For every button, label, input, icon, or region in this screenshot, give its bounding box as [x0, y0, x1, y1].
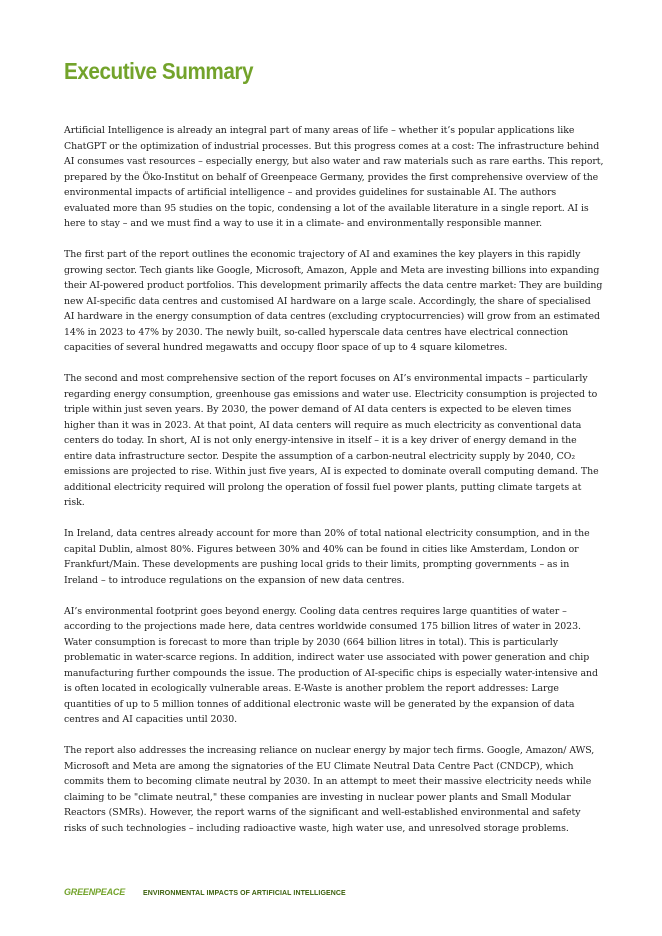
footer-report-title: ENVIRONMENTAL IMPACTS OF ARTIFICIAL INTELLIGENCE — [143, 887, 346, 897]
paragraph-environment: The second and most comprehensive section of the report focuses on AI’s environmental impacts – particularly regarding energy consumption, greenhouse gas emissions and water use. Electricity consumption is projected to triple within just seven years. By 2030, the power demand of AI data centers is expected to be eleven times higher than it was in 2023. At that point, AI data centers will require as much electricity as conventional data centers do today. In short, AI is not only energy-intensive in itself – it is a key driver of energy demand in the entire data infrastructure sector. Despite the assumption of a carbon-neutral electricity supply by 2040, CO₂ emissions are projected to rise. Within just five years, AI is expected to dominate overall computing demand. The additional electricity required will prolong the operation of fossil fuel power plants, putting climate targets at risk. — [64, 373, 599, 508]
paragraph-economy: The first part of the report outlines the economic trajectory of AI and examines the key players in this rapidly growing sector. Tech giants like Google, Microsoft, Amazon, Apple and Meta are investing billions into expanding their AI-powered product portfolios. This development primarily affects the data centre market: They are building new AI-specific data centres and customised AI hardware on a large scale. Accordingly, the share of specialised AI hardware in the energy consumption of data centres (excluding cryptocurrencies) will grow from an estimated 14% in 2023 to 47% by 2030. The newly built, so-called hyperscale data centres have electrical connection capacities of several hundred megawatts and occupy floor space of up to 4 square kilometres. — [64, 249, 603, 353]
paragraph-water: AI’s environmental footprint goes beyond energy. Cooling data centres requires large quantities of water – according to the projections made here, data centres worldwide consumed 175 billion litres of water in 2023. Water consumption is forecast to more than triple by 2030 (664 billion litres in total). This is particularly problematic in water-scarce regions. In addition, indirect water use associated with power generation and chip manufacturing further compounds the issue. The production of AI-specific chips is especially water-intensive and is often located in ecologically vulnerable areas. E-Waste is another problem the report addresses: Large quantities of up to 5 million tonnes of additional electronic waste will be generated by the expansion of data centres and AI capacities until 2030. — [64, 605, 598, 725]
summary-body — [64, 123, 604, 852]
page-footer — [64, 885, 363, 899]
paragraph-intro: Artificial Intelligence is already an integral part of many areas of life – whether it’s popular applications like ChatGPT or the optimization of industrial processes. But this progress comes at a cost: The infrastructure behind AI consumes vast resources – especially energy, but also water and raw materials such as rare earths. This report, prepared by the Öko-Institut on behalf of Greenpeace Germany, provides the first comprehensive overview of the environmental impacts of artificial intelligence – and provides guidelines for sustainable AI. The authors evaluated more than 95 studies on the topic, condensing a lot of the available literature in a single report. AI is here to stay – and we must find a way to use it in a climate- and environmentally responsible manner. — [64, 125, 604, 229]
paragraph-ireland: In Ireland, data centres already account for more than 20% of total national electricity consumption, and in the capital Dublin, almost 80%. Figures between 30% and 40% can be found in cities like Amsterdam, London or Frankfurt/Main. These developments are pushing local grids to their limits, prompting governments – as in Ireland – to introduce regulations on the expansion of new data centres. — [64, 528, 590, 586]
greenpeace-logo: GREENPEACE — [64, 886, 126, 898]
paragraph-nuclear: The report also addresses the increasing reliance on nuclear energy by major tech firms. Google, Amazon/ AWS, Microsoft and Meta are among the signatories of the EU Climate Neutral Data Centre Pact (CNDCP), which commits them to becoming climate neutral by 2030. In an attempt to meet their massive electricity needs while claiming to be "climate neutral," these companies are investing in nuclear power plants and Small Modular Reactors (SMRs). However, the report warns of the significant and well-established environmental and safety risks of such technologies – including radioactive waste, high water use, and unresolved storage problems. — [64, 745, 595, 834]
page-title: Executive Summary — [64, 58, 254, 84]
